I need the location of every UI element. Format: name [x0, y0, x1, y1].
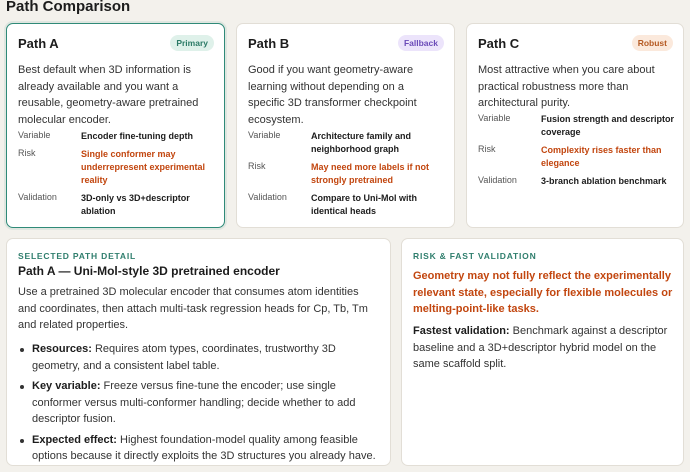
path-card-c[interactable] [466, 23, 684, 228]
bullet-icon [20, 439, 24, 443]
risk-validation-panel [401, 238, 684, 466]
path-title: Path A [18, 36, 59, 51]
detail-bullet-list [20, 341, 378, 469]
list-item [20, 341, 378, 374]
bullet-text: Freeze versus fine-tune the encoder; use single conformer versus multi-conformer handling; decide whether to add descriptor fusion. [32, 380, 356, 425]
variable-value: Fusion strength and descriptor coverage [541, 114, 675, 137]
fast-validation-text: Benchmark against a descriptor baseline and a 3D+descriptor hybrid model on the same scaffold split. [413, 325, 668, 370]
variable-value: Encoder fine-tuning depth [81, 131, 193, 141]
path-description: Good if you want geometry-aware learning without depending on a specific 3D transformer checkpoint ecosystem. [248, 64, 417, 126]
path-description: Most attractive when you care about practical robustness more than architectural purity. [478, 64, 655, 109]
bullet-label: Expected effect: [32, 433, 117, 446]
path-title: Path B [248, 36, 290, 51]
selected-path-detail [6, 238, 391, 466]
validation-value: Compare to Uni-Mol with identical heads [311, 193, 417, 216]
fast-validation [413, 323, 673, 373]
page-title: Path Comparison [6, 0, 131, 15]
bullet-text: Highest foundation-model quality among feasible options because it directly exploits the 3D structures you already have. [32, 433, 376, 462]
bullet-label: Resources: [32, 343, 92, 355]
detail-title: Path A — Uni-Mol-style 3D pretrained encoder [18, 264, 280, 278]
list-item [20, 432, 378, 465]
path-title: Path C [478, 36, 520, 51]
bullet-icon [20, 385, 24, 389]
path-description: Best default when 3D information is already available and you want a reusable, geometry-aware pretrained molecular encoder. [18, 64, 199, 126]
primary-badge: Primary [170, 35, 214, 51]
risk-label: Risk [18, 148, 36, 158]
variable-label: Variable [18, 130, 51, 140]
risk-value: Complexity rises faster than elegance [541, 145, 662, 168]
variable-label: Variable [248, 130, 281, 140]
robust-badge: Robust [632, 35, 673, 51]
risk-value: May need more labels if not strongly pretrained [311, 162, 430, 185]
validation-value: 3D-only vs 3D+descriptor ablation [81, 193, 190, 216]
section-label: RISK & FAST VALIDATION [413, 251, 537, 261]
risk-label: Risk [248, 161, 266, 171]
risk-value: Single conformer may underrepresent experimental reality [81, 149, 206, 185]
variable-label: Variable [478, 113, 511, 123]
bullet-text: Requires atom types, coordinates, trustworthy 3D geometry, and a consistent label table. [32, 343, 336, 372]
list-item [20, 378, 378, 428]
bullet-icon [20, 348, 24, 352]
section-label: SELECTED PATH DETAIL [18, 251, 136, 261]
fallback-badge: Fallback [398, 35, 444, 51]
risk-warning: Geometry may not fully reflect the experimentally relevant state, especially for flexible molecules or melting-point-like tasks. [413, 270, 673, 315]
validation-label: Validation [248, 192, 287, 202]
validation-value: 3-branch ablation benchmark [541, 176, 667, 186]
validation-label: Validation [18, 192, 57, 202]
variable-value: Architecture family and neighborhood graph [311, 131, 412, 154]
risk-label: Risk [478, 144, 496, 154]
bullet-label: Key variable: [32, 380, 101, 392]
path-card-b[interactable] [236, 23, 455, 228]
fast-validation-label: Fastest validation: [413, 325, 510, 337]
detail-description: Use a pretrained 3D molecular encoder that consumes atom identities and coordinates, then attach multi-task regression heads for Cp, Tb, Tm and related properties. [18, 286, 368, 331]
path-card-a[interactable] [6, 23, 225, 228]
validation-label: Validation [478, 175, 517, 185]
